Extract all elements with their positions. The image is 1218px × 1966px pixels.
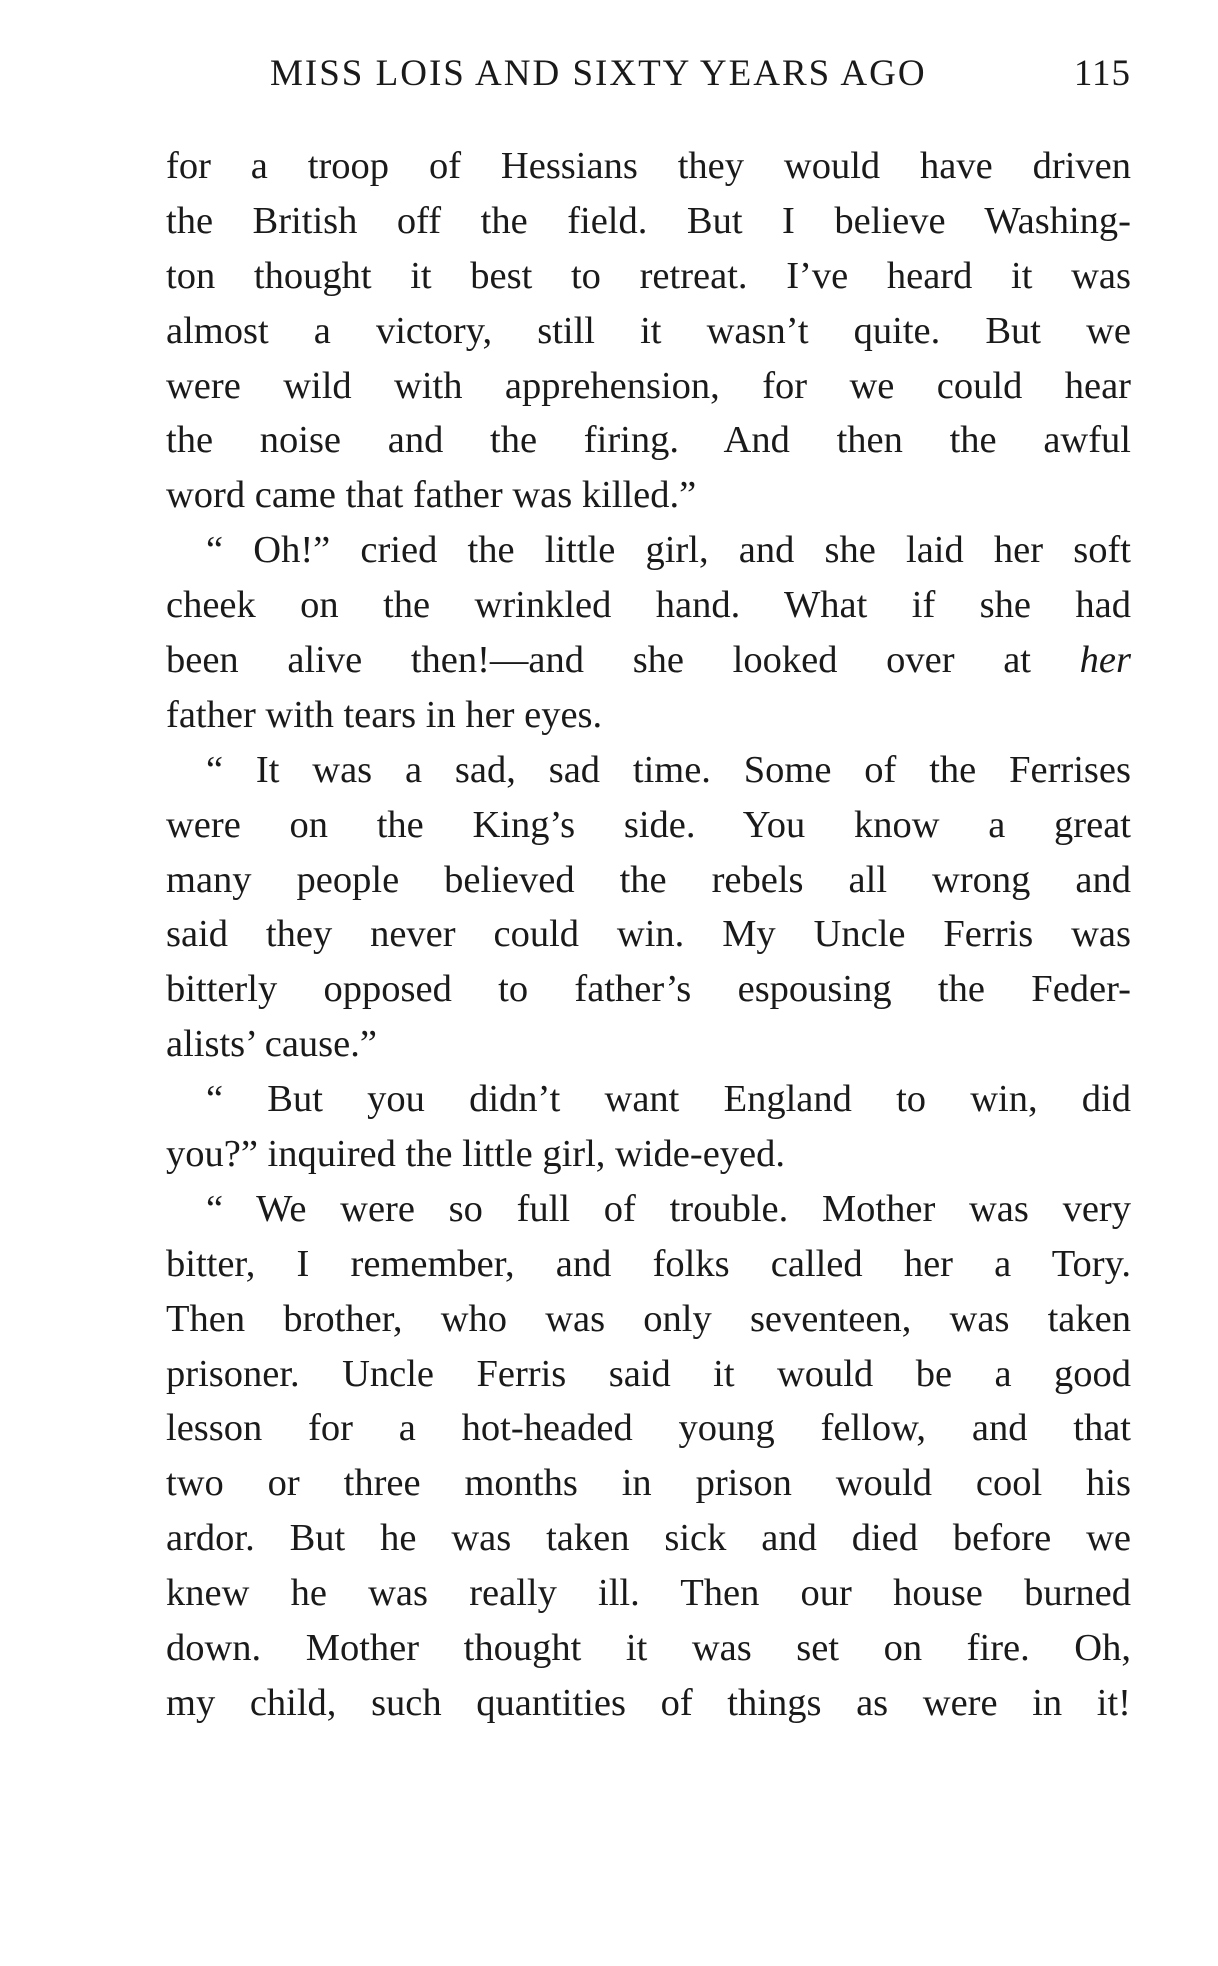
text-line-14: many people believed the rebels all wrong and [166,858,1131,901]
running-head [166,52,1131,96]
text-line-10-main: been alive then!—and she looked over at [166,639,1080,682]
text-line-13: were on the King’s side. You know a great [166,803,1131,846]
text-line-9: cheek on the wrinkled hand. What if she had [166,584,1131,627]
text-line-4: almost a victory, still it wasn’t quite. But we [166,309,1131,352]
running-title: MISS LOIS AND SIXTY YEARS AGO [270,53,927,94]
text-line-22: Then brother, who was only seventeen, was taken [166,1297,1131,1340]
text-line-1: for a troop of Hessians they would have driven [166,145,1131,187]
text-line-15: said they never could win. My Uncle Ferris was [166,913,1131,956]
text-line-12: “ It was a sad, sad time. Some of the Ferrises [206,748,1131,791]
text-line-26: ardor. But he was taken sick and died before we [166,1517,1131,1560]
text-line-8: “ Oh!” cried the little girl, and she laid her soft [206,529,1131,572]
text-line-16: bitterly opposed to father’s espousing the Feder- [166,968,1131,1011]
text-line-6: the noise and the firing. And then the awful [166,419,1131,462]
text-line-3: ton thought it best to retreat. I’ve heard it was [166,254,1131,297]
text-line-11: father with tears in her eyes. [166,693,603,736]
text-line-19: you?” inquired the little girl, wide-eyed. [166,1133,786,1176]
text-line-17: alists’ cause.” [166,1023,377,1066]
text-line-21: bitter, I remember, and folks called her a Tory. [166,1242,1131,1285]
text-line-29: my child, such quantities of things as were in it! [166,1681,1131,1724]
text-line-28: down. Mother thought it was set on fire. Oh, [166,1627,1131,1670]
text-line-5: were wild with apprehension, for we could hear [166,364,1131,407]
text-line-27: knew he was really ill. Then our house burned [166,1572,1131,1615]
page-number: 115 [1073,53,1131,94]
text-line-10 [166,633,1131,688]
text-line-7: word came that father was killed.” [166,474,697,517]
italic-word-her: her [1079,639,1131,682]
text-line-2: the British off the field. But I believe Washing- [166,199,1131,242]
text-line-25: two or three months in prison would cool his [166,1462,1131,1505]
text-line-18: “ But you didn’t want England to win, did [206,1078,1131,1121]
text-line-24: lesson for a hot-headed young fellow, and that [166,1407,1131,1450]
text-line-23: prisoner. Uncle Ferris said it would be a good [166,1352,1131,1395]
body-text [166,139,1131,1731]
text-line-20: “ We were so full of trouble. Mother was very [206,1187,1131,1230]
